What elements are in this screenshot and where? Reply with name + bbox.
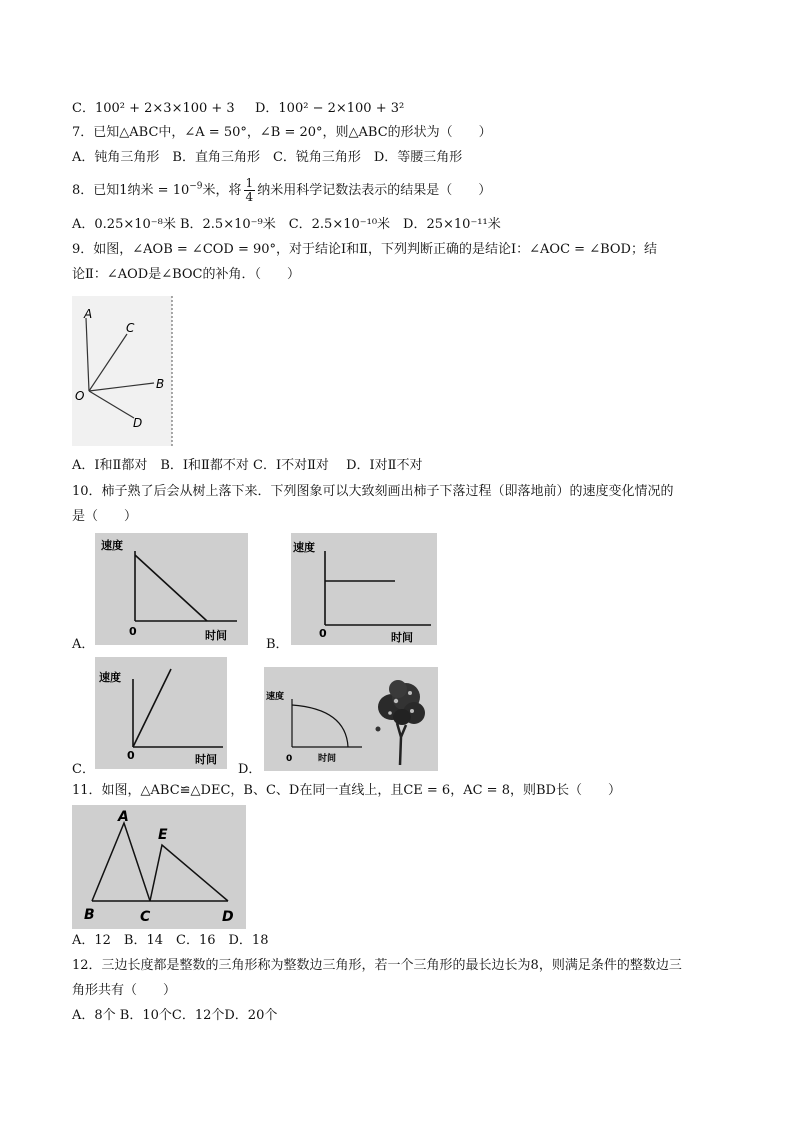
q8-frac-den: 4	[245, 190, 254, 204]
q11-label-C: C	[140, 909, 151, 925]
graph-d-origin: 0	[286, 754, 293, 764]
q6-option-d: D．100² − 2×100 + 3²	[254, 101, 405, 116]
q9-figure	[72, 296, 174, 446]
q11-label-D: D	[222, 909, 234, 925]
graph-a-y-label: 速度	[101, 539, 123, 552]
graph-c-y-label: 速度	[99, 671, 121, 684]
q11-label-A: A	[118, 809, 129, 825]
graph-a-decreasing	[95, 533, 248, 645]
graph-d-x-label: 时间	[318, 754, 337, 764]
q10-stem-line1: 10．柿子熟了后会从树上落下来．下列图象可以大致刻画出柿子下落过程（即落地前）的速度变化情况的	[72, 484, 674, 499]
q9-stem-line2: 论Ⅱ：∠AOD是∠BOC的补角．（ ）	[72, 267, 300, 282]
q11-label-E: E	[158, 827, 168, 843]
graph-a-x-label: 时间	[205, 629, 227, 642]
q7-stem: 7．已知△ABC中，∠A = 50°，∠B = 20°，则△ABC的形状为（ ）	[72, 125, 492, 140]
q8-stem-mid: 米，将	[202, 183, 242, 198]
q8-options: A．0.25×10⁻⁸米 B．2.5×10⁻⁹米 C．2.5×10⁻¹⁰米 D．25×10⁻¹¹米	[72, 217, 501, 232]
graph-c-x-label: 时间	[195, 753, 217, 766]
q10-option-b-label: B．	[266, 637, 289, 652]
label-O: O	[75, 389, 85, 403]
label-C: C	[126, 321, 135, 335]
q8-stem-before: 8．已知1纳米 = 10	[72, 183, 190, 198]
label-A: A	[84, 307, 93, 321]
q12-stem-line2: 角形共有（ ）	[72, 983, 177, 998]
q10-stem-line2: 是（ ）	[72, 509, 138, 524]
q11-options: A．12 B．14 C．16 D．18	[72, 933, 269, 948]
graph-c-increasing	[95, 657, 227, 769]
graph-b-origin: 0	[319, 627, 327, 640]
q10-option-d-label: D．	[238, 762, 262, 777]
label-D: D	[133, 416, 143, 430]
q9-stem-line1: 9．如图，∠AOB = ∠COD = 90°，对于结论Ⅰ和Ⅱ，下列判断正确的是结论Ⅰ：∠AOC = ∠BOD；结	[72, 242, 657, 257]
graph-b-x-label: 时间	[391, 631, 413, 644]
q8-stem-after: 纳米用科学记数法表示的结果是（ ）	[257, 183, 492, 198]
q8-stem-exponent: −9	[189, 181, 203, 192]
q9-options: A．Ⅰ和Ⅱ都对 B．Ⅰ和Ⅱ都不对 C．Ⅰ不对Ⅱ对 D．Ⅰ对Ⅱ不对	[72, 458, 423, 473]
q10-option-c-label: C．	[72, 762, 95, 777]
q8-stem	[72, 176, 491, 206]
q11-stem: 11．如图，△ABC≌△DEC，B、C、D在同一直线上，且CE = 6，AC = 8，则BD长（ ）	[72, 783, 621, 798]
graph-b-constant	[291, 533, 437, 645]
q10-option-a-label: A．	[72, 637, 95, 652]
q6-options	[72, 100, 404, 118]
q12-options: A．8个 B．10个C．12个D．20个	[72, 1008, 278, 1023]
graph-c-origin: 0	[127, 749, 135, 762]
q7-options: A．钝角三角形 B．直角三角形 C．锐角三角形 D．等腰三角形	[72, 150, 463, 165]
graph-a-origin: 0	[129, 625, 137, 638]
graph-b-y-label: 速度	[293, 541, 315, 554]
q8-fraction	[244, 177, 256, 204]
q6-option-c: C．100² + 2×3×100 + 3	[72, 101, 235, 116]
graph-d-concave	[264, 667, 438, 771]
q12-stem-line1: 12．三边长度都是整数的三角形称为整数边三角形，若一个三角形的最长边长为8，则满足条件的整数边三	[72, 958, 682, 973]
q11-label-B: B	[84, 907, 95, 923]
label-B: B	[156, 377, 165, 391]
graph-d-y-label: 速度	[266, 692, 285, 702]
q8-frac-num: 1	[245, 176, 254, 190]
q11-figure	[72, 805, 246, 929]
q11-figure-photo	[72, 805, 246, 929]
